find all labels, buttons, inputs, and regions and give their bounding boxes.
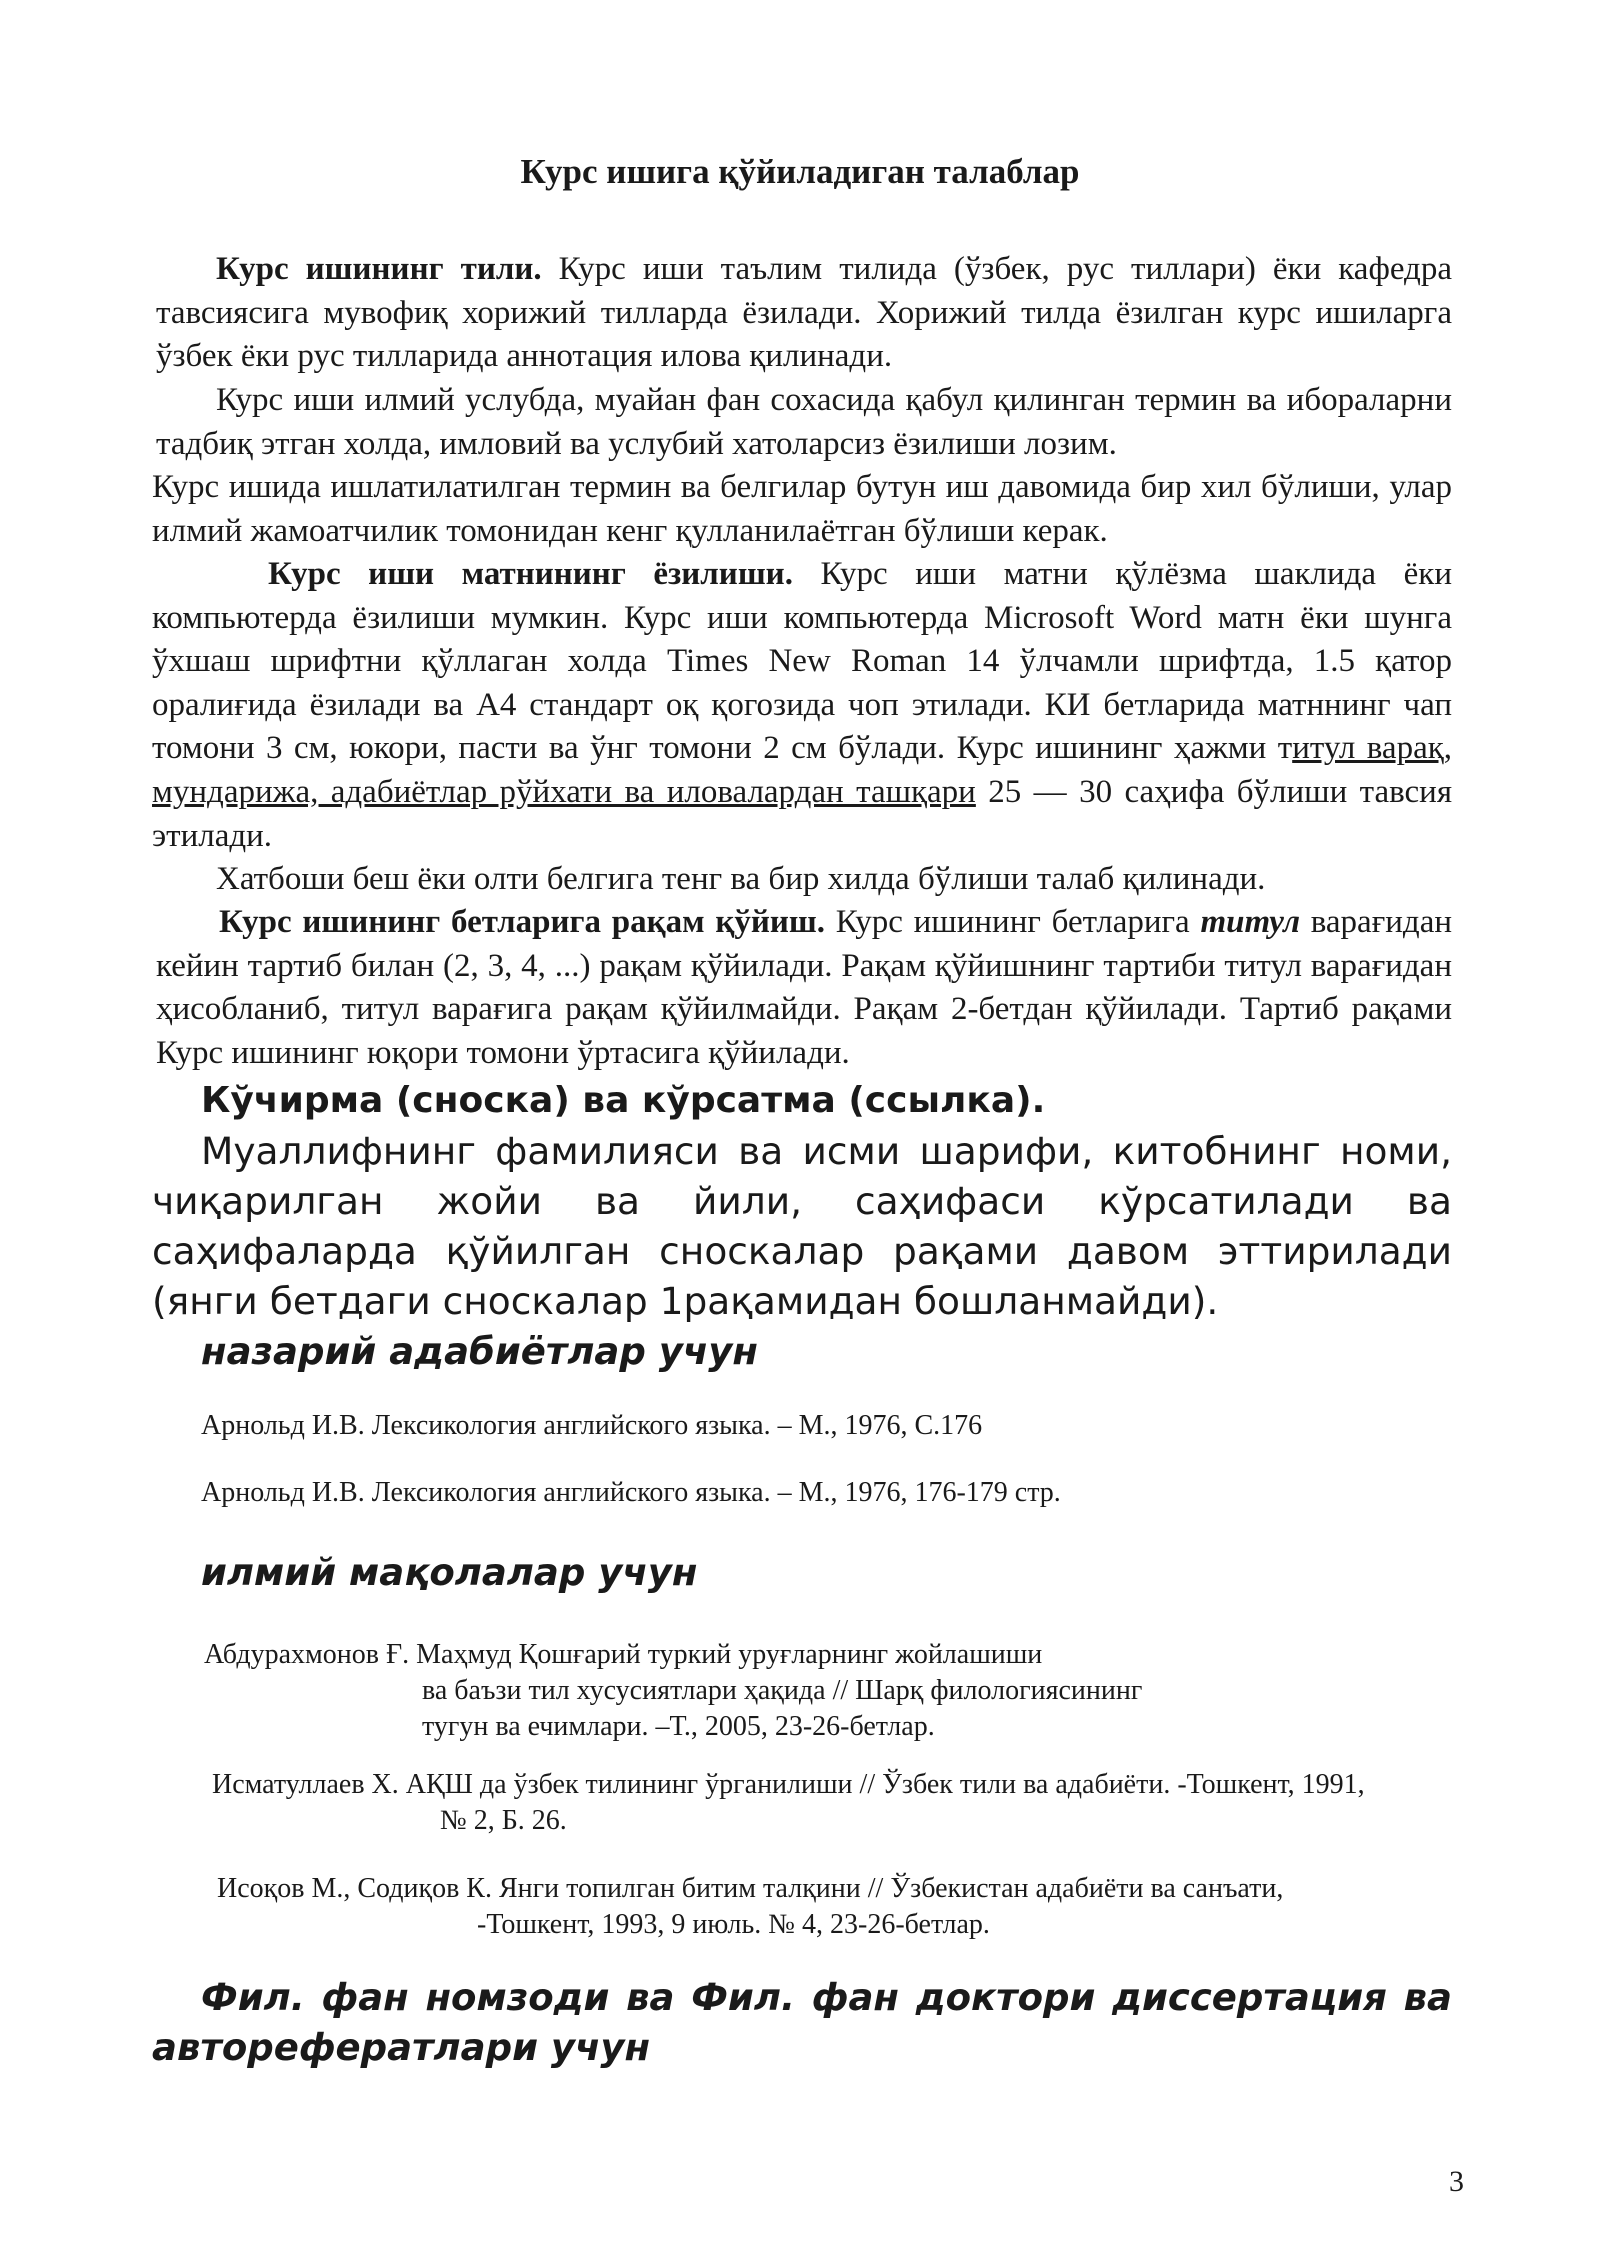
- page-number: 3: [1449, 2165, 1464, 2198]
- reference-line: Исоқов М., Содиқов К. Янги топилган битим талқини // Ўзбекистан адабиёти ва санъати,: [217, 1873, 1284, 1904]
- reference-item: [217, 1871, 1283, 1943]
- reference-item: Арнольд И.В. Лексикология английского языка. – М., 1976, С.176: [201, 1410, 983, 1441]
- paragraph-writing-text: Курс иши матни қўлёзма шаклида ёки компьютерда ёзилиши мумкин. Курс иши компьютерда Microsoft Word матн ёки шунга ўхшаш шрифтни қўллаган холда Times New Roman 14 ўлчамли шрифтда, 1.5 қатор оралиғида ёзилади ва А4 стандарт оқ қогозида чоп этилади. КИ бетларида матннинг чап томони 3 см, юкори, пасти ва ўнг томони 2 см бўлади. Курс ишининг ҳажми т: [152, 556, 1452, 767]
- paragraph-writing-underlined: итул варақ, мундарижа, адабиётлар рўйхати ва иловалардан ташқари: [152, 730, 1452, 810]
- reference-line: тугун ва ечимлари. –Т., 2005, 23-26-бетлар.: [422, 1711, 935, 1742]
- paragraph-writing-tail: 25 — 30 саҳифа бўлиши тавсия этилади.: [152, 773, 1452, 854]
- reference-item: [204, 1637, 1142, 1745]
- paragraph-language: [156, 248, 1452, 379]
- reference-item: [212, 1767, 1365, 1839]
- reference-line: Исматуллаев Х. АҚШ да ўзбек тилининг ўрганилиши // Ўзбек тили ва адабиёти. -Тошкент, 1991,: [212, 1769, 1365, 1800]
- paragraph-writing-heading: Курс иши матнининг ёзилиши.: [268, 556, 793, 592]
- paragraph-indent: Хатбоши беш ёки олти белгига тенг ва бир хилда бўлиши талаб қилинади.: [216, 861, 1266, 897]
- section-theory-heading: назарий адабиётлар учун: [201, 1330, 758, 1373]
- paragraph-page-numbering: [156, 901, 1452, 1075]
- paragraph-page-numbering-emphasis: титул: [1200, 904, 1301, 940]
- reference-line: ва баъзи тил хусусиятлари ҳақида // Шарқ филологиясининг: [422, 1675, 1143, 1706]
- paragraph-page-numbering-text-b: варағидан кейин тартиб билан (2, 3, 4, ...) рақам қўйилади. Рақам қўйишнинг тартиби титул варағидан ҳисобланиб, титул варағига рақам қўйилмайди. Рақам 2-бетдан қўйилади. Тартиб рақами Курс ишининг юқори томони ўртасига қўйилади.: [156, 904, 1452, 1071]
- reference-line: № 2, Б. 26.: [440, 1805, 567, 1836]
- paragraph-terms: Курс ишида ишлатилатилган термин ва белгилар бутун иш давомида бир хил бўлиши, улар илмий жамоатчилик томонидан кенг қулланилаётган бўлиши керак.: [152, 469, 1452, 549]
- paragraph-page-numbering-text-a: Курс ишининг бетларига: [824, 904, 1201, 940]
- paragraph-style: Курс иши илмий услубда, муайан фан сохасида қабул қилинган термин ва ибораларни тадбиқ этган холда, имловий ва услубий хатоларсиз ёзилиши лозим.: [156, 382, 1452, 462]
- page-title: Курс ишига қўйиладиган талаблар: [520, 152, 1080, 191]
- section-dissertation-heading: Фил. фан номзоди ва Фил. фан доктори диссертация ва авторефератлари учун: [152, 1976, 1452, 2069]
- reference-line: Абдурахмонов Ғ. Маҳмуд Қошғарий туркий уруғларнинг жойлашиши: [204, 1639, 1043, 1670]
- paragraph-writing: [152, 553, 1452, 858]
- footnote-heading: Кўчирма (сноска) ва кўрсатма (ссылка).: [201, 1080, 1046, 1121]
- paragraph-language-heading: Курс ишининг тили.: [216, 251, 542, 287]
- reference-line: -Тошкент, 1993, 9 июль. № 4, 23-26-бетлар.: [477, 1909, 990, 1940]
- reference-item: Арнольд И.В. Лексикология английского языка. – М., 1976, 176-179 стр.: [201, 1477, 1061, 1508]
- section-articles-heading: илмий мақолалар учун: [201, 1551, 698, 1594]
- paragraph-page-numbering-heading: Курс ишининг бетларига рақам қўйиш.: [219, 904, 825, 940]
- paragraph-language-text: Курс иши таълим тилида (ўзбек, рус тиллари) ёки кафедра тавсиясига мувофиқ хорижий тилларда ёзилади. Хорижий тилда ёзилган курс ишиларга ўзбек ёки рус тилларида аннотация илова қилинади.: [156, 251, 1452, 375]
- footnote-paragraph: Муаллифнинг фамилияси ва исми шарифи, китобнинг номи, чиқарилган жойи ва йили, саҳифаси кўрсатилади ва саҳифаларда қўйилган сноскалар рақами давом эттирилади (янги бетдаги сноскалар 1рақамидан бошланмайди).: [152, 1129, 1452, 1323]
